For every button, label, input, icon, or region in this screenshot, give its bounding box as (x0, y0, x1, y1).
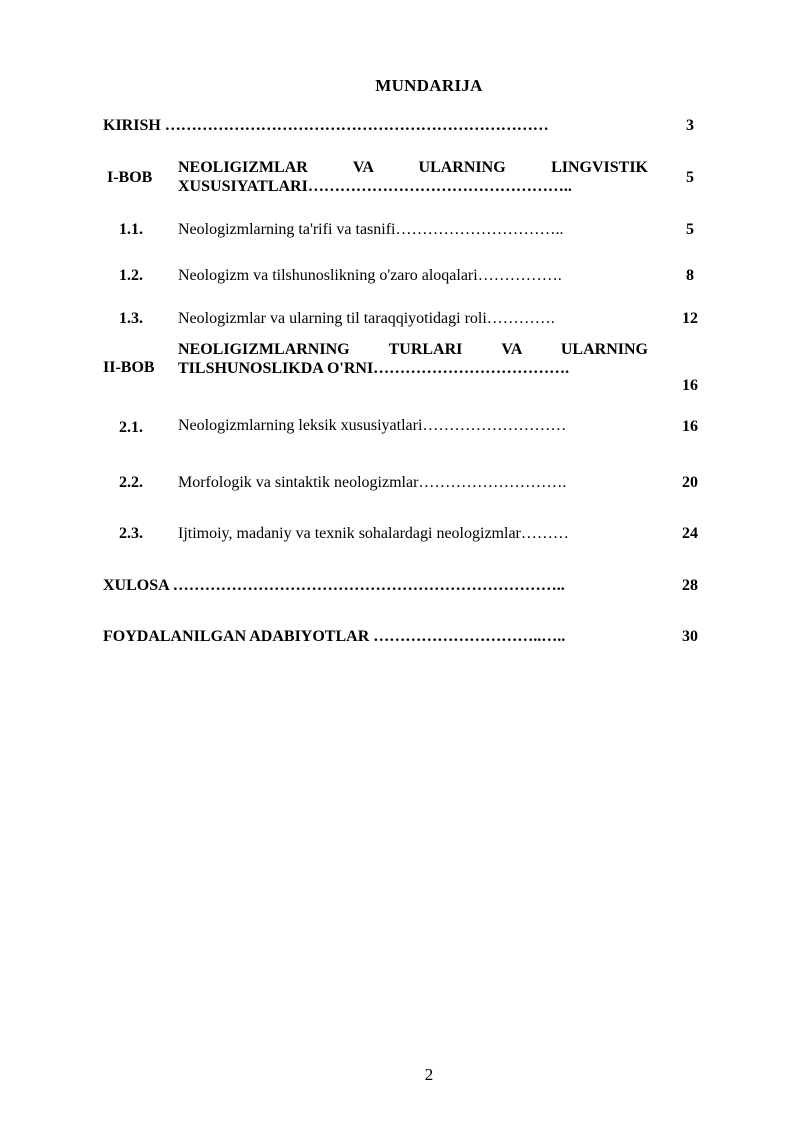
section-page: 20 (682, 474, 698, 491)
section-title: Ijtimoiy, madaniy va texnik sohalardagi neologizmlar……… (178, 525, 569, 542)
chapter-2-title: NEOLIGIZMLARNING TURLARI VA ULARNING TILSHUNOSLIKDA O'RNI………………………………. (178, 341, 648, 377)
section-number: 2.3. (119, 525, 143, 542)
section-page: 12 (682, 310, 698, 327)
section-number: 1.2. (119, 267, 143, 284)
page-number: 2 (424, 1065, 434, 1084)
toc-entry-references-text: FOYDALANILGAN ADABIYOTLAR …………………………..….. (103, 628, 566, 645)
chapter-2-page: 16 (682, 377, 698, 394)
section-page: 5 (686, 221, 694, 238)
chapter-2-label: II-BOB (103, 359, 155, 376)
toc-entry-conclusion-text: XULOSA ……………………………………………………………….. (103, 577, 565, 594)
toc-entry-references-page: 30 (682, 628, 698, 645)
page-title: MUNDARIJA (375, 76, 483, 95)
chapter-1-label: I-BOB (107, 169, 153, 186)
chapter-1-title: NEOLIGIZMLAR VA ULARNING LINGVISTIK XUSUSIYATLARI………………………………………….. (178, 159, 648, 195)
chapter-1-page: 5 (686, 169, 694, 186)
section-page: 24 (682, 525, 698, 542)
section-number: 2.1. (119, 419, 143, 436)
section-page: 16 (682, 418, 698, 435)
section-title: Neologizmlarning leksik xususiyatlari……………………… (178, 417, 567, 434)
toc-entry-conclusion-page: 28 (682, 577, 698, 594)
section-title: Neologizm va tilshunoslikning o'zaro aloqalari……………. (178, 267, 562, 284)
section-number: 1.3. (119, 310, 143, 327)
section-title: Neologizmlarning ta'rifi va tasnifi………………………….. (178, 221, 564, 238)
section-number: 2.2. (119, 474, 143, 491)
section-title: Morfologik va sintaktik neologizmlar………………………. (178, 474, 567, 491)
section-number: 1.1. (119, 221, 143, 238)
section-page: 8 (686, 267, 694, 284)
toc-entry-intro-page: 3 (686, 117, 694, 134)
toc-entry-intro-text: KIRISH ……………………………………………………………… (103, 117, 549, 134)
section-title: Neologizmlar va ularning til taraqqiyotidagi roli…………. (178, 310, 555, 327)
